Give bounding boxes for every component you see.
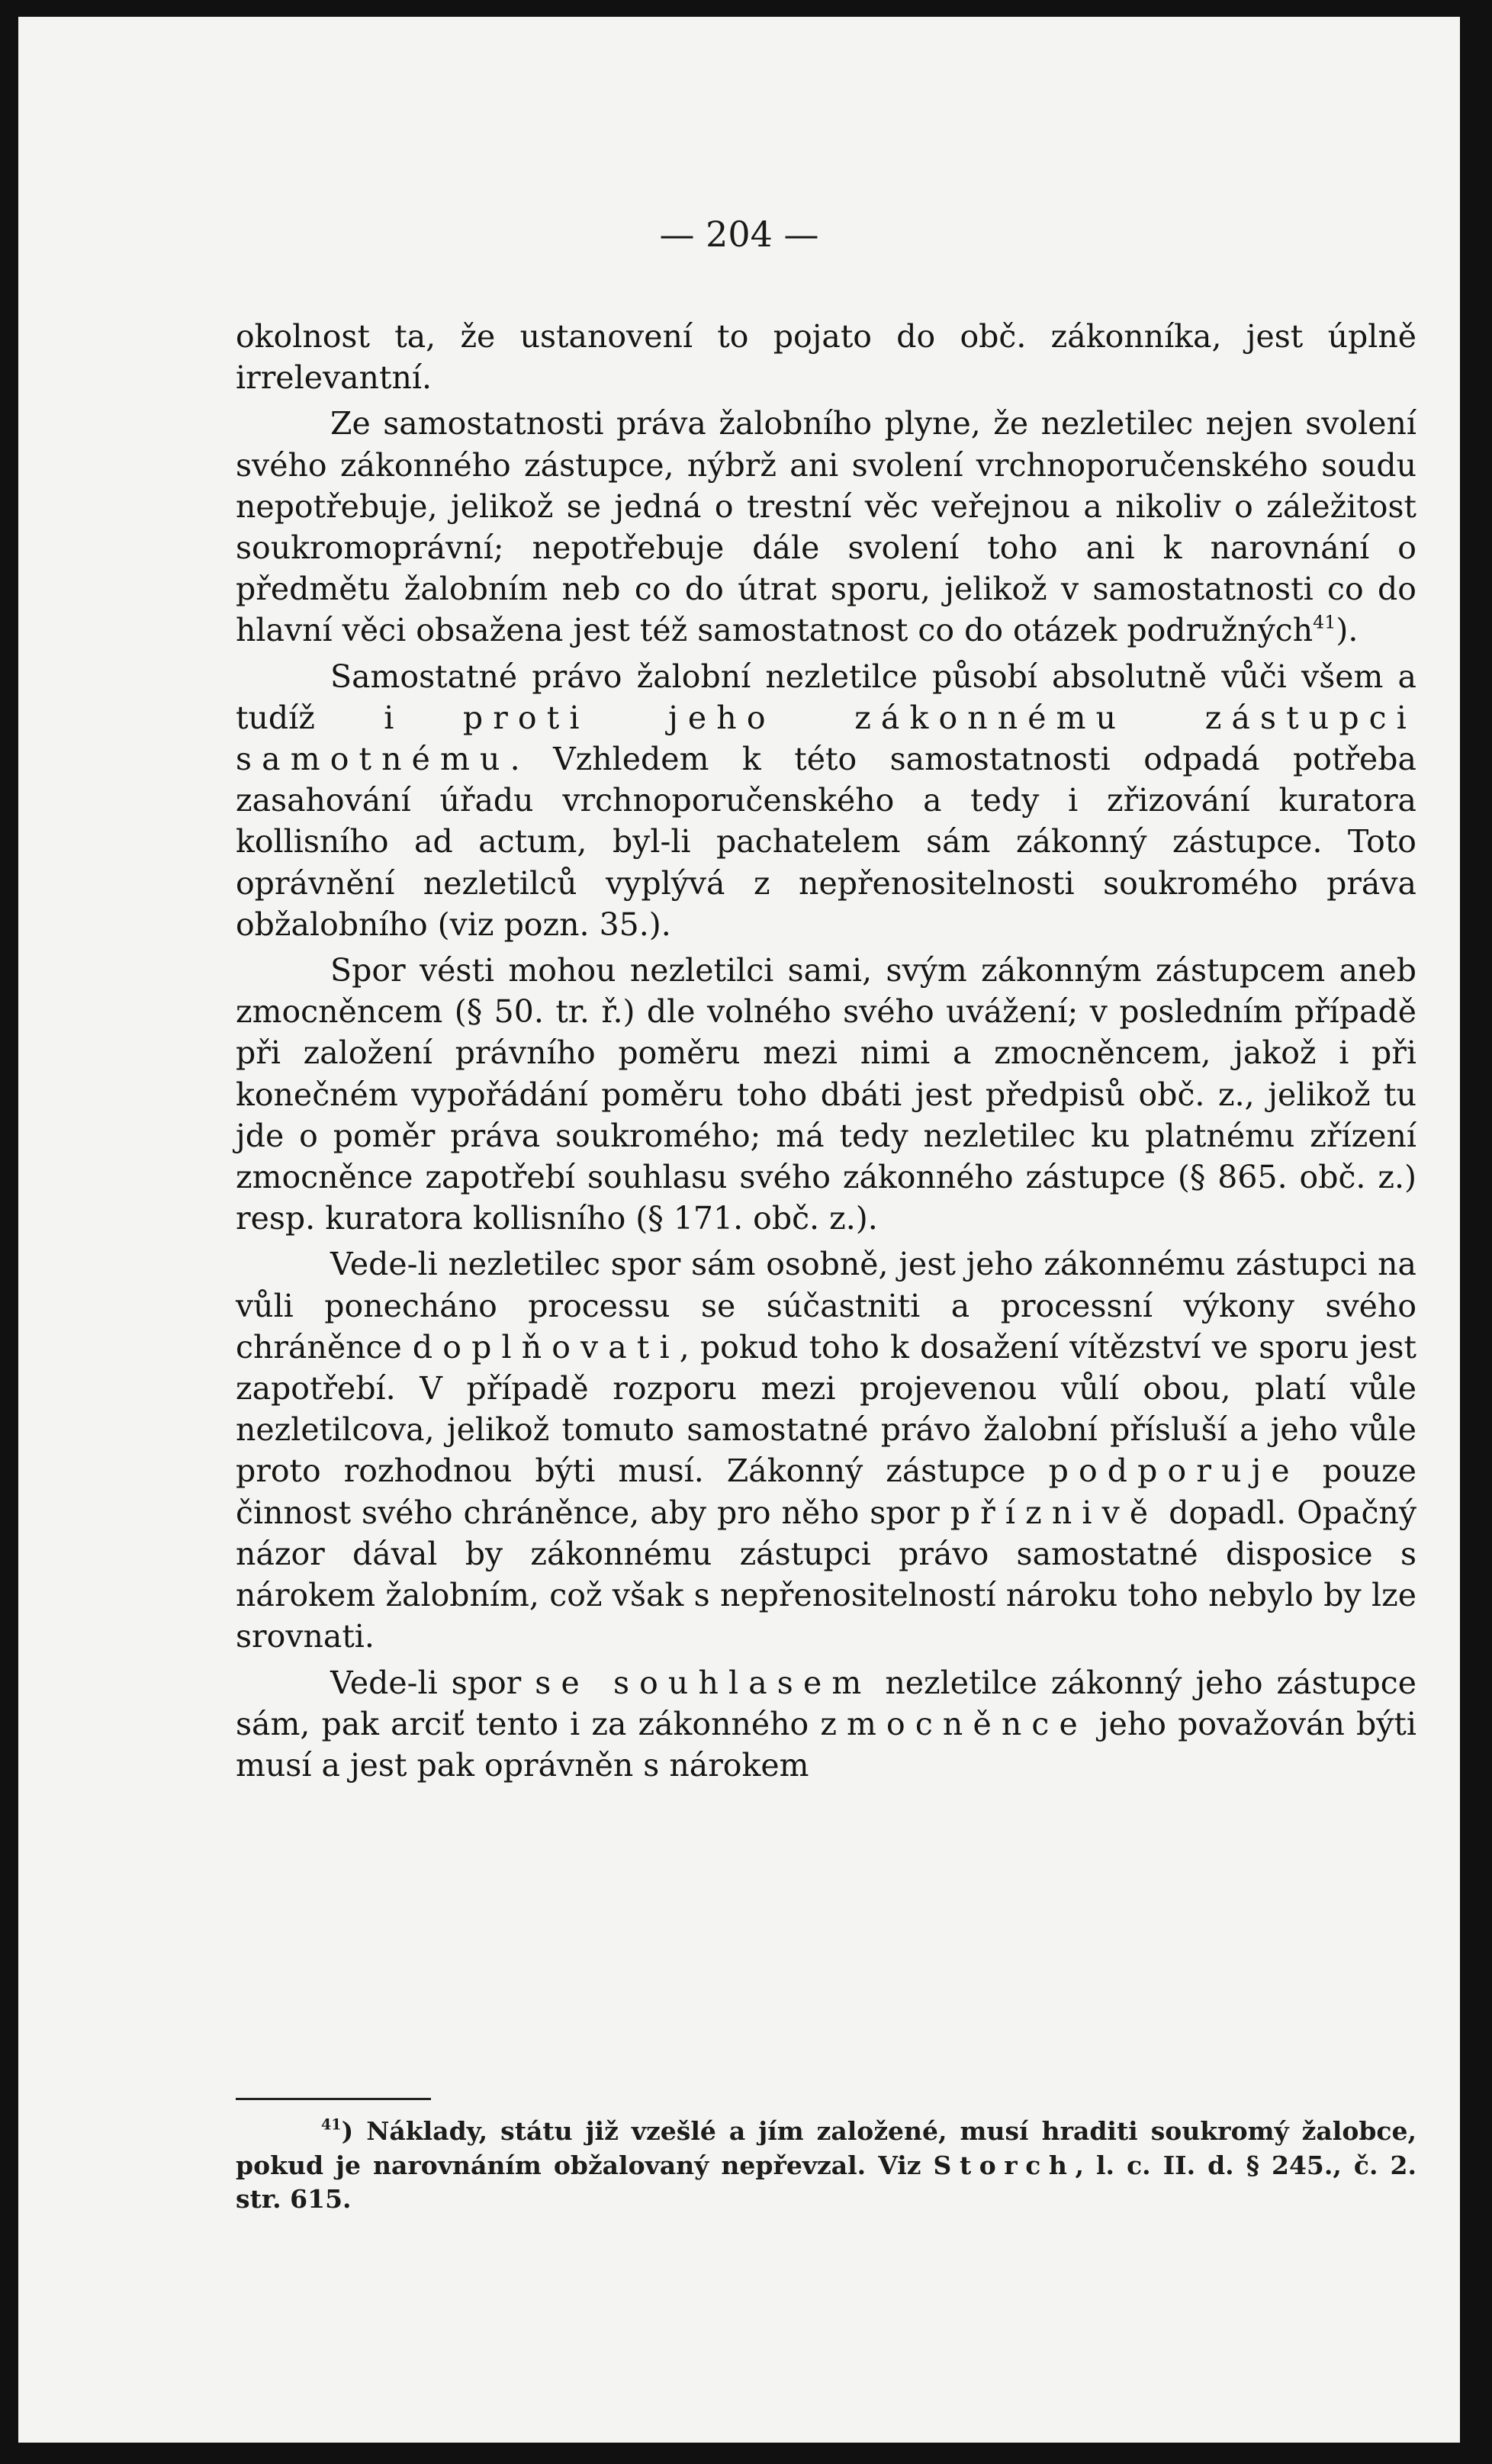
spaced-emphasis: proti jeho zákonnému zástupci samotnému [236,699,1417,778]
paragraph-5-part-d: dopadl. Opačný názor dával by zákonnému zástupci právo samostatné disposice s nárokem žalobním, což však s nepřenositelností nároku toho nebylo by lze srovnati. [236,1494,1416,1655]
footnote-text-b: , l. c. II. d. § 245., č. 2. str. 615. [236,2150,1416,2214]
spaced-emphasis: podporuje [1048,1452,1300,1490]
footnote-text-a: ) Náklady, státu již vzešlé a jím založené, musí hraditi soukromý žalobce, pokud je narovnáním obžalovaný nepřevzal. Viz [236,2116,1416,2180]
paragraph-5-part-c: pouze činnost svého chráněnce, aby pro něho spor [236,1452,1416,1531]
paragraph-3-part-a: Samostatné právo žalobní nezletilce působí absolutně vůči všem a tudíž i [236,658,1416,736]
spaced-emphasis: příznivě [950,1494,1159,1531]
book-page [18,17,1460,2443]
body-text [236,316,1416,1786]
footnote-number: 41 [321,2115,342,2134]
spaced-emphasis: doplňovati [412,1328,680,1365]
spaced-emphasis: se souhlasem [535,1664,872,1701]
paragraph-6-part-c: jeho považován býti musí a jest pak oprávněn s nárokem [236,1705,1416,1784]
paragraph-5-part-b: , pokud toho k dosažení vítězství ve sporu jest zapotřebí. V případě rozporu mezi projevenou vůlí obou, platí vůle nezletilcova, jelikož tomuto samostatné právo žalobní přísluší a jeho vůle proto rozhodnou býti musí. Zákonný zástupce [236,1328,1416,1490]
paragraph-6-part-a: Vede-li spor [330,1664,535,1701]
footnote-divider [236,2098,431,2100]
paragraph-1: okolnost ta, že ustanovení to pojato do obč. zákonníka, jest úplně irrelevantní. [236,318,1416,397]
page-number: — 204 — [659,214,819,255]
paragraph-6 [236,1662,1416,1787]
paragraph-2-text: Ze samostatnosti práva žalobního plyne, že nezletilec nejen svolení svého zákonného zástupce, nýbrž ani svolení vrchnoporučenského soudu nepotřebuje, jelikož se jedná o trestní věc veřejnou a nikoliv o záležitost soukromoprávní; nepotřebuje dále svolení toho ani k narovnání o předmětu žalobním neb co do útrat sporu, jelikož v samostatnosti co do hlavní věci obsažena jest též samostatnost co do otázek podružných [236,405,1416,649]
paragraph-2-end: ). [1336,612,1359,649]
footnote-mark [236,2116,342,2146]
paragraph-2 [236,403,1416,651]
paragraph-5 [236,1243,1416,1657]
paragraph-5-part-a: Vede-li nezletilec spor sám osobně, jest jeho zákonnému zástupci na vůli ponecháno processu se súčastniti a processní výkony svého chráněnce [236,1246,1416,1365]
footnote-author: Storch [933,2150,1076,2180]
paragraph-3-part-b: . Vzhledem k této samostatnosti odpadá potřeba zasahování úřadu vrchnoporučenského a tedy i zřizování kuratora kollisního ad actum, byl-li pachatelem sám zákonný zástupce. Toto oprávnění nezletilců vyplývá z nepřenositelnosti soukromého práva obžalobního (viz pozn. 35.). [236,741,1416,943]
spaced-emphasis: zmocněnce [820,1705,1088,1742]
paragraph-6-part-b: nezletilce zákonný jeho zástupce sám, pak arciť tento i za zákonného [236,1664,1416,1742]
footnote-reference-41: 41 [1313,611,1336,633]
paragraph-3 [236,656,1416,945]
footnote-41 [236,2115,1416,2217]
paragraph-4: Spor vésti mohou nezletilci sami, svým zákonným zástupcem aneb zmocněncem (§ 50. tr. ř.) dle volného svého uvážení; v posledním případě při založení právního poměru mezi nimi a zmocněncem, jakož i při konečném vypořádání poměru toho dbáti jest předpisů obč. z., jelikož tu jde o poměr práva soukromého; má tedy nezletilec ku platnému zřízení zmocněnce zapotřebí souhlasu svého zákonného zástupce (§ 865. obč. z.) resp. kuratora kollisního (§ 171. obč. z.). [236,952,1416,1237]
